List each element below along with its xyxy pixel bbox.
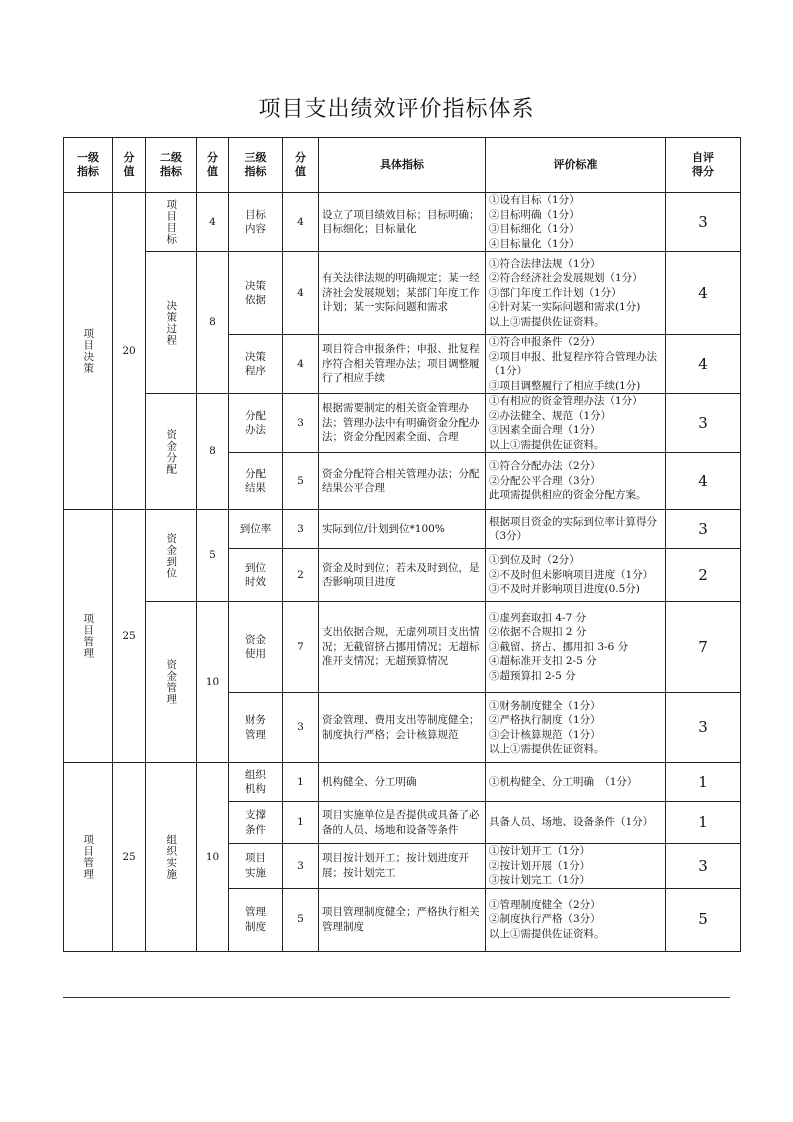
level2-indicator-text: 项目目标	[165, 199, 178, 245]
evaluation-criteria: ①符合法律法规（1分） ②符合经济社会发展规划（1分） ③部门年度工作计划（1分） ④针对某一实际问题和需求(1分) 以上③需提供佐证资料。	[486, 252, 666, 335]
evaluation-criteria: ①设有目标（1分） ②目标明确（1分） ③目标细化（1分） ④目标量化（1分）	[486, 193, 666, 252]
level3-score: 4	[283, 252, 319, 335]
self-score: 4	[666, 335, 741, 394]
level2-indicator-text: 资金到位	[165, 532, 178, 579]
evaluation-criteria: ①虚列套取扣 4-7 分 ②依据不合规扣 2 分 ③截留、挤占、挪用扣 3-6 分 ④超标准开支扣 2-5 分 ⑤超预算扣 2-5 分	[486, 602, 666, 693]
table-row	[64, 602, 741, 693]
specific-indicator: 资金管理、费用支出等制度健全；制度执行严格；会计核算规范	[319, 693, 486, 763]
level1-indicator	[64, 193, 113, 510]
self-score: 3	[666, 193, 741, 252]
self-score: 1	[666, 763, 741, 802]
level2-score: 4	[197, 193, 229, 252]
level3-score: 5	[283, 453, 319, 510]
evaluation-criteria: ①按计划开工（1分） ②按计划开展（1分） ③按计划完工（1分）	[486, 844, 666, 889]
header-self-score: 自评 得分	[666, 138, 741, 193]
specific-indicator: 有关法律法规的明确规定；某一经济社会发展规划；某部门年度工作计划；某一实际问题和需求	[319, 252, 486, 335]
level2-score: 8	[197, 394, 229, 510]
level3-indicator: 分配 办法	[229, 394, 283, 453]
self-score: 3	[666, 510, 741, 549]
level3-score: 4	[283, 193, 319, 252]
level1-indicator-text: 项目管理	[82, 613, 95, 659]
specific-indicator: 支出依据合规，无虚列项目支出情况；无截留挤占挪用情况；无超标准开支情况；无超预算情况	[319, 602, 486, 693]
specific-indicator: 机构健全、分工明确	[319, 763, 486, 802]
level3-score: 3	[283, 693, 319, 763]
level1-score: 25	[113, 510, 146, 763]
level1-indicator	[64, 510, 113, 763]
specific-indicator: 项目符合申报条件；申报、批复程序符合相关管理办法；项目调整履行了相应手续	[319, 335, 486, 394]
header-level2: 二级 指标	[146, 138, 197, 193]
header-criteria: 评价标准	[486, 138, 666, 193]
level3-indicator: 财务 管理	[229, 693, 283, 763]
table-row	[64, 763, 741, 802]
level2-indicator	[146, 602, 197, 763]
self-score: 7	[666, 602, 741, 693]
specific-indicator: 实际到位/计划到位*100%	[319, 510, 486, 549]
level3-score: 2	[283, 549, 319, 602]
evaluation-criteria: ①管理制度健全（2分） ②制度执行严格（3分） 以上①需提供佐证资料。	[486, 888, 666, 951]
self-score: 1	[666, 802, 741, 844]
table-row	[64, 193, 741, 252]
header-level3: 三级 指标	[229, 138, 283, 193]
self-score: 5	[666, 888, 741, 951]
specific-indicator: 根据需要制定的相关资金管理办法；管理办法中有明确资金分配办法；资金分配因素全面、合理	[319, 394, 486, 453]
footer-divider	[63, 997, 730, 998]
self-score: 3	[666, 693, 741, 763]
specific-indicator: 资金分配符合相关管理办法；分配结果公平合理	[319, 453, 486, 510]
level3-score: 3	[283, 844, 319, 889]
level1-indicator-text: 项目决策	[82, 328, 95, 374]
level2-indicator-text: 决策过程	[165, 299, 178, 346]
specific-indicator: 项目管理制度健全；严格执行相关管理制度	[319, 888, 486, 951]
level3-indicator: 决策 程序	[229, 335, 283, 394]
table-row	[64, 394, 741, 453]
level3-indicator: 目标 内容	[229, 193, 283, 252]
header-score2: 分 值	[197, 138, 229, 193]
evaluation-criteria: ①到位及时（2分） ②不及时但未影响项目进度（1分） ③不及时并影响项目进度(0.5分)	[486, 549, 666, 602]
evaluation-criteria: ①财务制度健全（1分） ②严格执行制度（1分） ③会计核算规范（1分） 以上①需提供佐证资料。	[486, 693, 666, 763]
evaluation-criteria: ①有相应的资金管理办法（1分） ②办法健全、规范（1分） ③因素全面合理（1分） 以上①需提供佐证资料。	[486, 394, 666, 453]
header-level1: 一级 指标	[64, 138, 113, 193]
level2-score: 10	[197, 763, 229, 952]
table-row	[64, 510, 741, 549]
level2-indicator	[146, 193, 197, 252]
level3-indicator: 到位率	[229, 510, 283, 549]
header-row	[64, 138, 741, 193]
evaluation-criteria: 具备人员、场地、设备条件（1分）	[486, 802, 666, 844]
evaluation-criteria: ①符合分配办法（2分） ②分配公平合理（3分） 此项需提供相应的资金分配方案。	[486, 453, 666, 510]
header-indicator: 具体指标	[319, 138, 486, 193]
evaluation-criteria: ①符合申报条件（2分） ②项目申报、批复程序符合管理办法（1分） ③项目调整履行了相应手续(1分)	[486, 335, 666, 394]
evaluation-table	[63, 137, 741, 952]
level2-indicator-text: 资金分配	[165, 428, 178, 475]
level3-indicator: 资金 使用	[229, 602, 283, 693]
level3-score: 1	[283, 802, 319, 844]
level2-score: 5	[197, 510, 229, 602]
level1-indicator	[64, 763, 113, 952]
level3-score: 3	[283, 394, 319, 453]
header-score3: 分 值	[283, 138, 319, 193]
level3-indicator: 分配 结果	[229, 453, 283, 510]
level3-indicator: 项目 实施	[229, 844, 283, 889]
level3-indicator: 支撑 条件	[229, 802, 283, 844]
self-score: 4	[666, 453, 741, 510]
level3-indicator: 管理 制度	[229, 888, 283, 951]
specific-indicator: 资金及时到位；若未及时到位，是否影响项目进度	[319, 549, 486, 602]
level3-score: 5	[283, 888, 319, 951]
level2-score: 10	[197, 602, 229, 763]
level3-score: 1	[283, 763, 319, 802]
evaluation-criteria: 根据项目资金的实际到位率计算得分（3分）	[486, 510, 666, 549]
level2-indicator	[146, 394, 197, 510]
specific-indicator: 项目按计划开工；按计划进度开展；按计划完工	[319, 844, 486, 889]
table-body	[64, 193, 741, 952]
level2-indicator	[146, 763, 197, 952]
self-score: 2	[666, 549, 741, 602]
level2-indicator-text: 组织实施	[165, 833, 178, 880]
self-score: 3	[666, 394, 741, 453]
self-score: 3	[666, 844, 741, 889]
evaluation-criteria: ①机构健全、分工明确 （1分）	[486, 763, 666, 802]
level1-score: 20	[113, 193, 146, 510]
level3-indicator: 到位 时效	[229, 549, 283, 602]
level1-indicator-text: 项目管理	[82, 833, 95, 880]
specific-indicator: 设立了项目绩效目标；目标明确；目标细化；目标量化	[319, 193, 486, 252]
level1-score: 25	[113, 763, 146, 952]
level3-indicator: 组织 机构	[229, 763, 283, 802]
header-score1: 分 值	[113, 138, 146, 193]
level2-indicator-text: 资金管理	[165, 659, 178, 705]
page-title: 项目支出绩效评价指标体系	[258, 97, 535, 122]
table-row	[64, 252, 741, 335]
level2-indicator	[146, 252, 197, 394]
level2-score: 8	[197, 252, 229, 394]
self-score: 4	[666, 252, 741, 335]
level3-score: 4	[283, 335, 319, 394]
level2-indicator	[146, 510, 197, 602]
level3-score: 3	[283, 510, 319, 549]
specific-indicator: 项目实施单位是否提供或具备了必备的人员、场地和设备等条件	[319, 802, 486, 844]
level3-score: 7	[283, 602, 319, 693]
level3-indicator: 决策 依据	[229, 252, 283, 335]
